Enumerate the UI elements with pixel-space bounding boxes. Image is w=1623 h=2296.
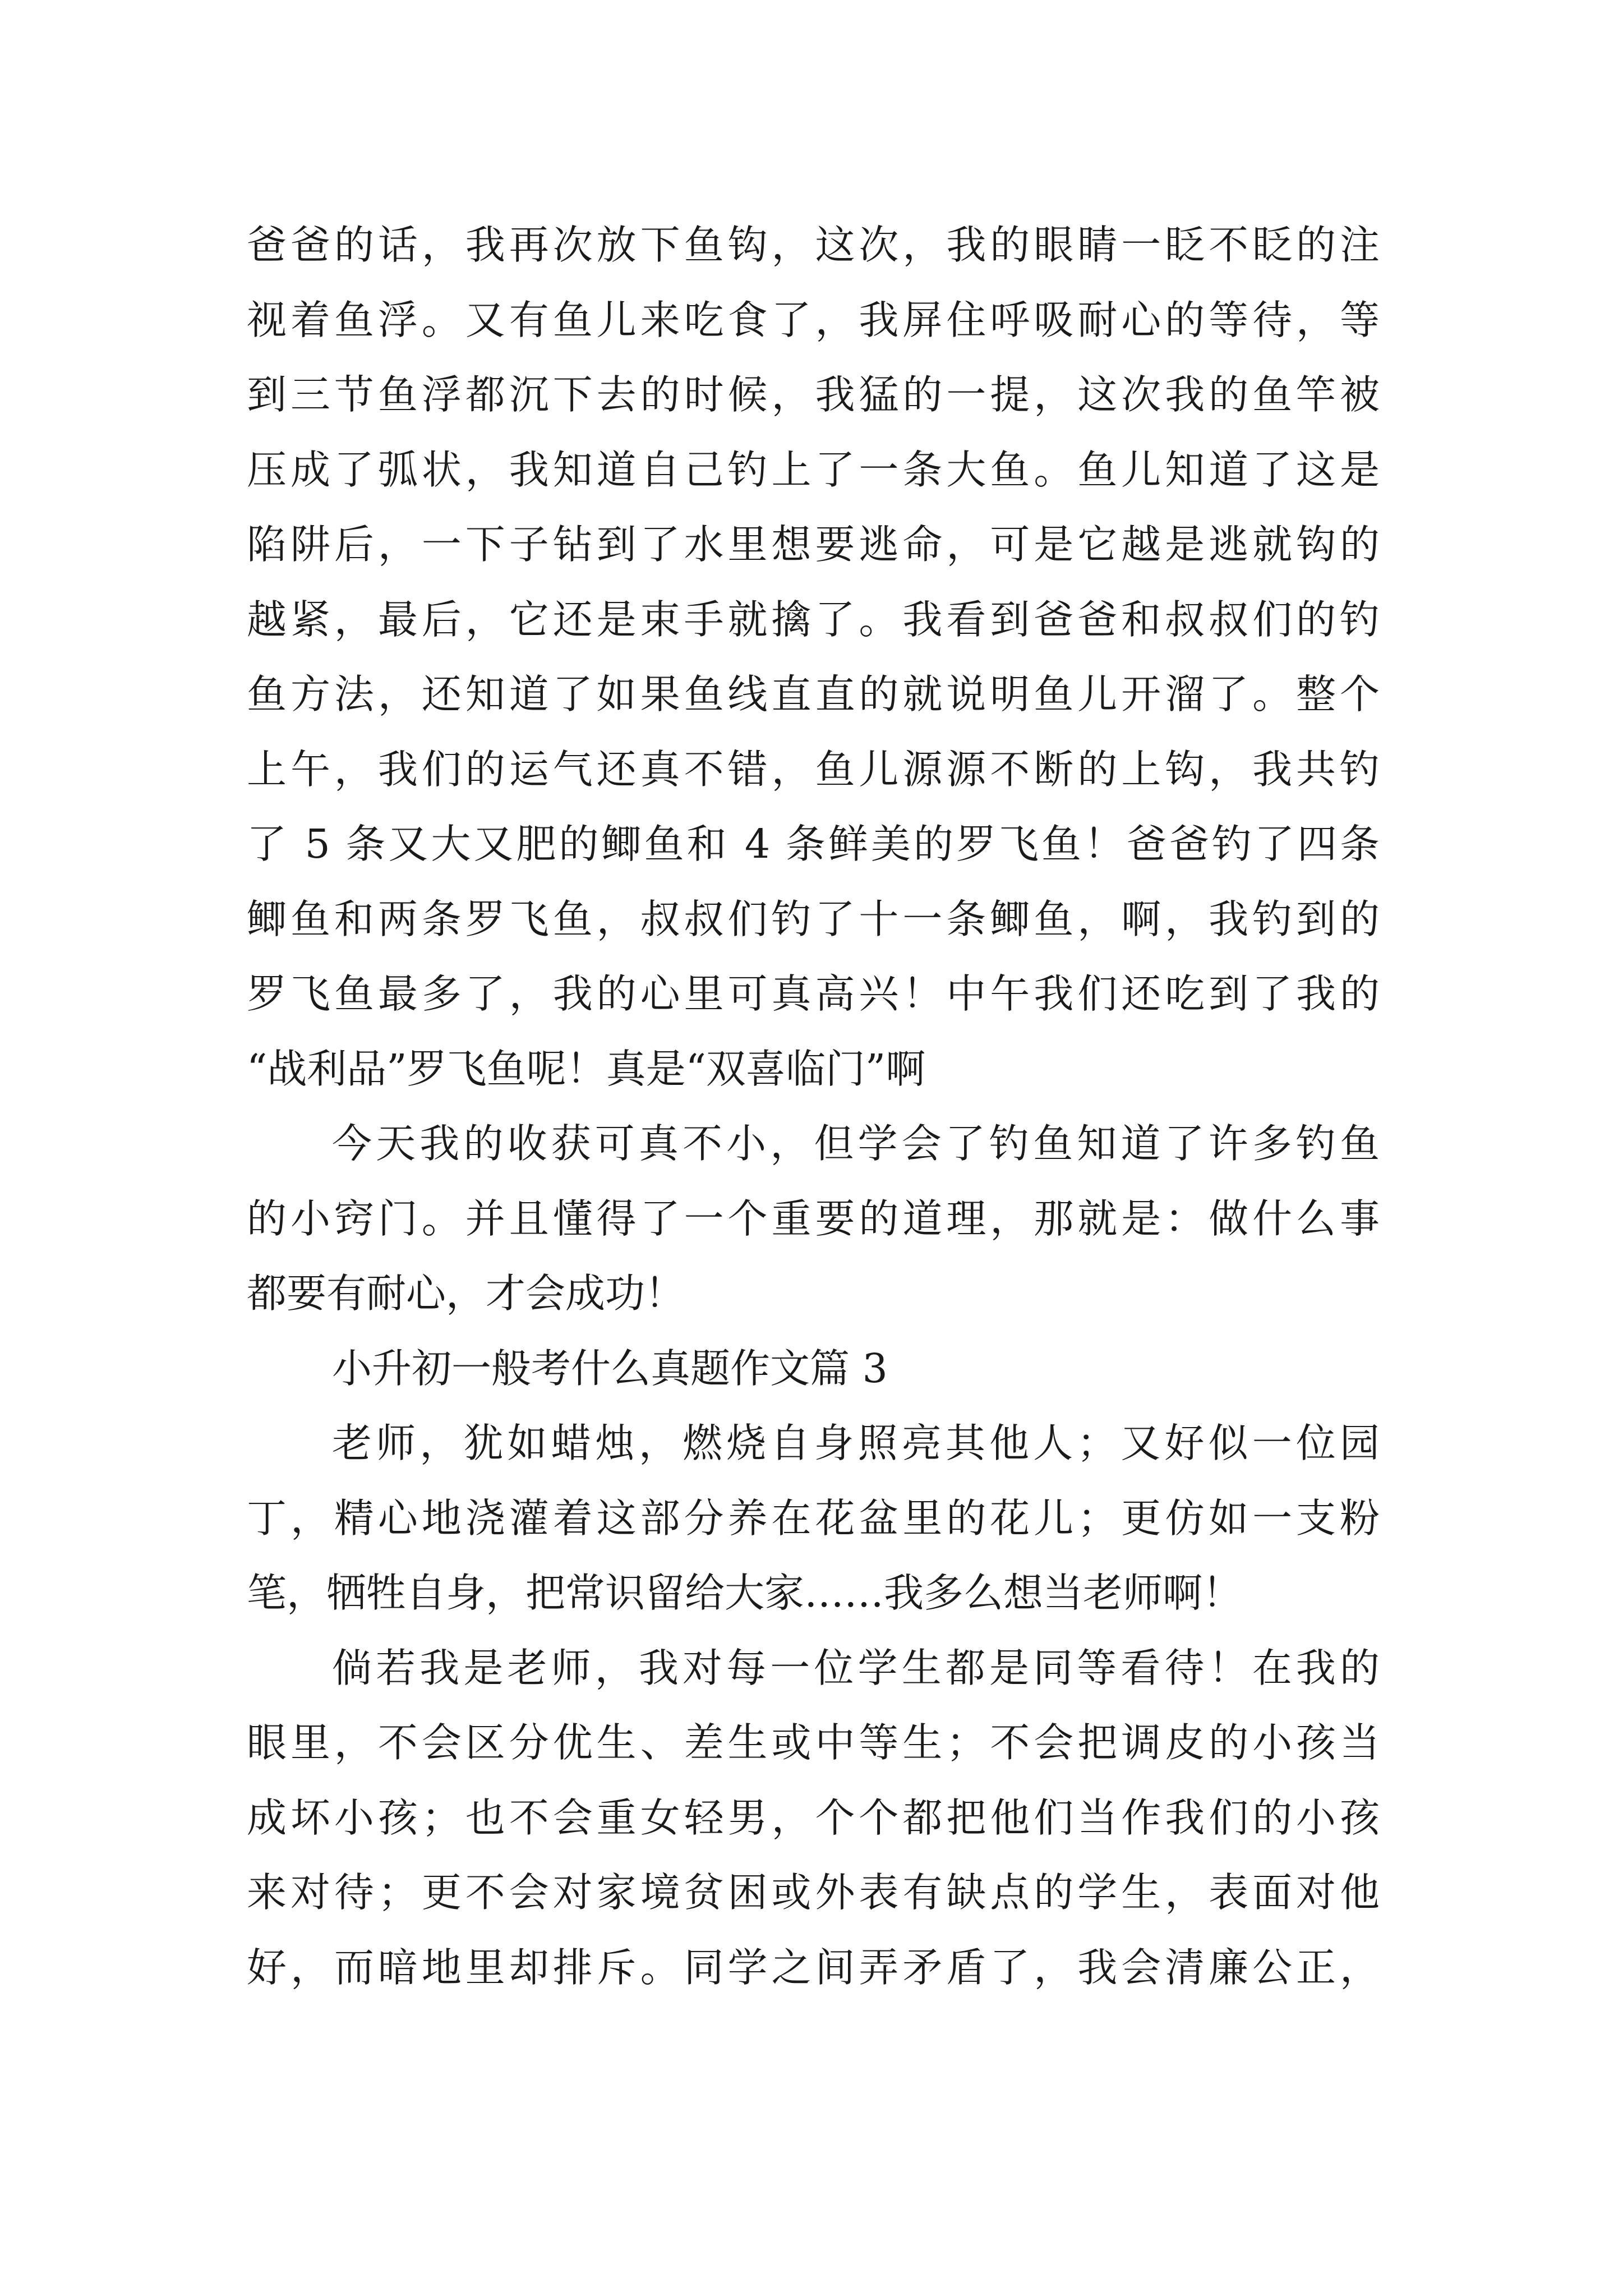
paragraph-conclusion xyxy=(247,1106,1380,1331)
text-line: 压成了弧状，我知道自己钓上了一条大鱼。鱼儿知道了这是 xyxy=(247,446,1380,493)
text-line: 来对待；更不会对家境贫困或外表有缺点的学生，表面对他 xyxy=(247,1869,1380,1916)
text-line: 视着鱼浮。又有鱼儿来吃食了，我屏住呼吸耐心的等待，等 xyxy=(247,296,1380,343)
text-line: 鱼方法，还知道了如果鱼线直直的就说明鱼儿开溜了。整个 xyxy=(247,671,1380,717)
text-line: 成坏小孩；也不会重女轻男，个个都把他们当作我们的小孩 xyxy=(247,1794,1380,1841)
text-line: 爸爸的话，我再次放下鱼钩，这次，我的眼睛一眨不眨的注 xyxy=(247,222,1380,268)
body-text xyxy=(247,208,1380,2005)
text-line-last: “战利品”罗飞鱼呢！真是“双喜临门”啊 xyxy=(247,1045,926,1092)
text-line: 陷阱后，一下子钻到了水里想要逃命，可是它越是逃就钩的 xyxy=(247,521,1380,568)
text-line: 眼里，不会区分优生、差生或中等生；不会把调皮的小孩当 xyxy=(247,1719,1380,1766)
text-line: 好，而暗地里却排斥。同学之间弄矛盾了，我会清廉公正， xyxy=(247,1944,1380,1991)
text-line: 越紧，最后，它还是束手就擒了。我看到爸爸和叔叔们的钓 xyxy=(247,596,1380,643)
text-line: 罗飞鱼最多了，我的心里可真高兴！中午我们还吃到了我的 xyxy=(247,970,1380,1017)
section-heading: 小升初一般考什么真题作文篇 3 xyxy=(332,1345,888,1392)
text-line: 的小窍门。并且懂得了一个重要的道理，那就是：做什么事 xyxy=(247,1195,1380,1242)
text-line: 丁，精心地浇灌着这部分养在花盆里的花儿；更仿如一支粉 xyxy=(247,1494,1380,1542)
text-line-first: 今天我的收获可真不小，但学会了钓鱼知道了许多钓鱼 xyxy=(332,1120,1380,1167)
text-line: 上午，我们的运气还真不错，鱼儿源源不断的上钩，我共钓 xyxy=(247,746,1380,793)
paragraph-teacher-intro xyxy=(247,1406,1380,1631)
text-line-first: 倘若我是老师，我对每一位学生都是同等看待！在我的 xyxy=(332,1644,1380,1691)
paragraph-if-i-were-teacher xyxy=(247,1631,1380,2005)
text-line-last: 都要有耐心，才会成功！ xyxy=(247,1270,685,1317)
text-line: 鲫鱼和两条罗飞鱼，叔叔们钓了十一条鲫鱼，啊，我钓到的 xyxy=(247,895,1380,942)
text-line-last: 笔，牺牲自身，把常识留给大家……我多么想当老师啊！ xyxy=(247,1570,1243,1616)
text-line: 了 5 条又大又肥的鲫鱼和 4 条鲜美的罗飞鱼！爸爸钓了四条 xyxy=(247,821,1380,867)
text-line-first: 老师，犹如蜡烛，燃烧自身照亮其他人；又好似一位园 xyxy=(332,1420,1380,1466)
paragraph-fishing-story xyxy=(247,208,1380,1106)
text-line: 到三节鱼浮都沉下去的时候，我猛的一提，这次我的鱼竿被 xyxy=(247,371,1380,418)
